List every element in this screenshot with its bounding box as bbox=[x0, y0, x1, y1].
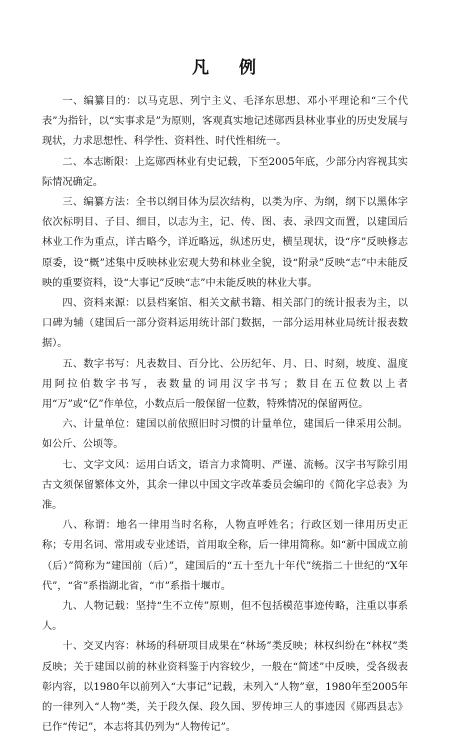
paragraph-5: 五、数字书写：凡表数目、百分比、公历纪年、月、日、时刻，坡度、温度用阿拉伯数字书写，表数量的词用汉字书写；数目在五位数以上者用“万”或“亿”作单位，小数点后一般保留一位数，特殊情况的保留两位。 bbox=[42, 358, 408, 411]
paragraph-9: 九、人物记载：坚持“生不立传”原则，但不包括模范事迹传略，注重以事系人。 bbox=[42, 601, 408, 633]
paragraph-8: 八、称谓：地名一律用当时名称，人物直呼姓名；行政区划一律用历史正称；专用名词、常用或专业述语，首用取全称，后一律用简称。如“新中国成立前（后）”简称为“建国前（后）”，建国后的“五十至九十年代”统指二十世纪的“X年代”，“省”系指湖北省，“市”系指十堰市。 bbox=[42, 520, 408, 592]
paragraph-1: 一、编纂目的：以马克思、列宁主义、毛泽东思想、邓小平理论和“三个代表”为指针，以“实事求是”为原则，客观真实地记述郧西县林业事业的历史发展与现状，力求思想性、科学性、资料性、时代性相统一。 bbox=[42, 96, 408, 148]
page-title: 凡 例 bbox=[192, 58, 268, 78]
paragraph-2: 二、本志断限：上迄郧西林业有史记载，下至2005年底，少部分内容视其实际情况确定。 bbox=[42, 156, 408, 188]
paragraph-7: 七、文字文风：运用白话文，语言力求简明、严谨、流畅。汉字书写除引用古文须保留繁体文外，其余一律以中国文字改革委员会编印的《简化字总表》为准。 bbox=[42, 459, 408, 512]
paragraph-4: 四、资料来源：以县档案馆、相关文献书籍、相关部门的统计报表为主，以口碑为辅（建国后一部分资料运用统计部门数据，一部分运用林业局统计报表数据）。 bbox=[42, 298, 408, 350]
paragraph-3: 三、编纂方法：全书以纲目体为层次结构，以类为序、为纲，纲下以黑体字依次标明目、子目、细目，以志为主，记、传、图、表、录四文而置，以建国后林业工作为重点，详古略今，详近略远，纵述历史，横呈现状，设“序”反映修志原委，设“概”述集中反映林业宏观大势和林业全貌，设“附录”反映“志”中未能反映的重要资料，设“大事记”反映“志”中未能反映的林业大事。 bbox=[42, 197, 408, 289]
paragraph-10: 十、交叉内容：林场的科研项目成果在“林场”类反映；林权纠纷在“林权”类反映；关于建国以前的林业资料鉴于内容较少，一般在“简述”中反映，受各级表彰内容，以1980年以前列入“大事记”记载，未列入“人物”章，1980年至2005年的一律列入“人物”类，关于段久保、段久国、罗传坤三人的事迹因《郧西县志》已作“传记”，本志将其仍列为“人物传记”。 bbox=[42, 641, 408, 734]
paragraph-6: 六、计量单位：建国以前依照旧时习惯的计量单位，建国后一律采用公制。如公斤、公顷等。 bbox=[42, 419, 408, 451]
